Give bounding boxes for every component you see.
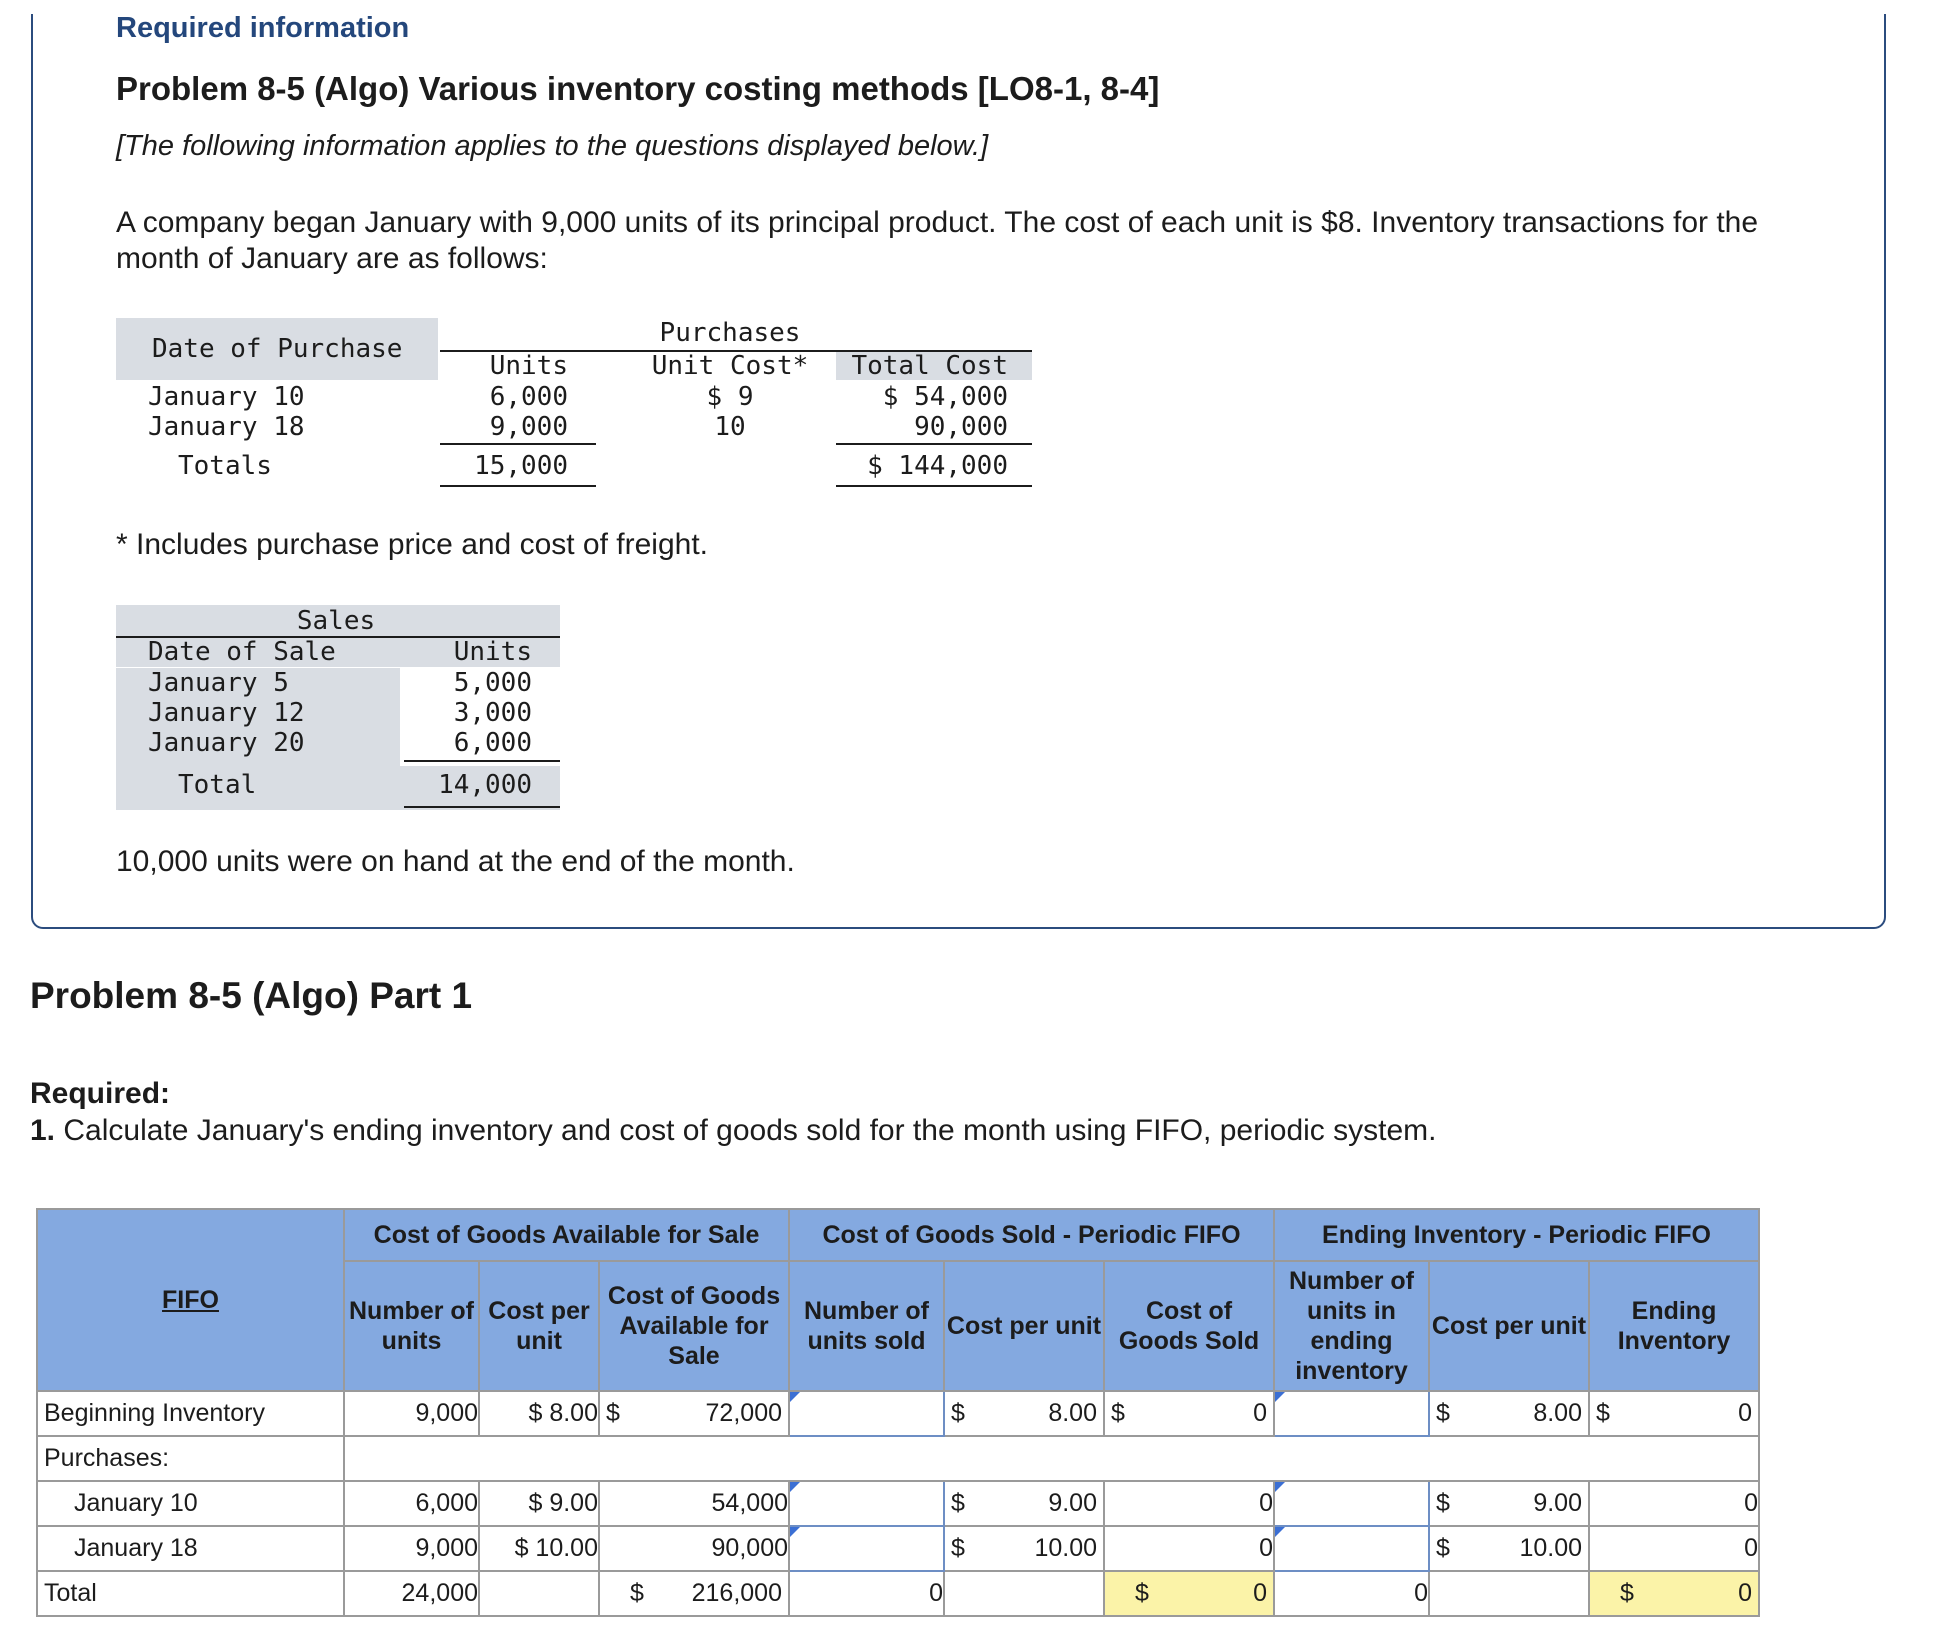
required-text bbox=[30, 1114, 1436, 1148]
problem-title: Problem 8-5 (Algo) Various inventory costing methods [LO8-1, 8-4] bbox=[116, 70, 1160, 107]
currency-sign: $ bbox=[1436, 1534, 1450, 1562]
purchase-row-units: 9,000 bbox=[489, 412, 568, 442]
cogs-value: 0 bbox=[1104, 1481, 1274, 1526]
sale-row-date: January 20 bbox=[148, 728, 305, 758]
cogas-value: 54,000 bbox=[599, 1481, 789, 1526]
cost-per-unit-value: $ 8.00 bbox=[479, 1391, 599, 1436]
sale-row-date: January 5 bbox=[148, 668, 289, 698]
col-units-sold: Number of units sold bbox=[789, 1261, 944, 1391]
col-ei-cost-per-unit: Cost per unit bbox=[1429, 1261, 1589, 1391]
ei-group-header: Ending Inventory - Periodic FIFO bbox=[1274, 1209, 1759, 1261]
sales-group-label: Sales bbox=[296, 606, 376, 636]
sale-row-units: 6,000 bbox=[453, 728, 532, 758]
required-number: 1. bbox=[30, 1114, 56, 1147]
purchases-col-unit-cost: Unit Cost* bbox=[651, 351, 809, 381]
ei-cpu-value: 10.00 bbox=[1519, 1534, 1582, 1562]
row-label: January 10 bbox=[37, 1481, 344, 1526]
ei-value: 0 bbox=[1589, 1481, 1759, 1526]
purchases-col-date: Date of Purchase bbox=[152, 334, 403, 364]
units-sold-input[interactable] bbox=[789, 1391, 944, 1436]
units-ending-inventory-input[interactable] bbox=[1274, 1481, 1429, 1526]
table-row bbox=[37, 1571, 1759, 1616]
cogs-cpu-value: 8.00 bbox=[1048, 1399, 1097, 1427]
col-cogs-cost-per-unit: Cost per unit bbox=[944, 1261, 1104, 1391]
cost-per-unit-value: $ 10.00 bbox=[479, 1526, 599, 1571]
row-label: Total bbox=[37, 1571, 344, 1616]
cogas-value: 90,000 bbox=[599, 1526, 789, 1571]
currency-sign: $ bbox=[1596, 1399, 1610, 1427]
col-cogs: Cost of Goods Sold bbox=[1104, 1261, 1274, 1391]
purchase-row-unit-cost: $ 9 bbox=[706, 382, 754, 412]
purchases-total-cost: $ 144,000 bbox=[867, 451, 1008, 481]
currency-sign: $ bbox=[1111, 1399, 1125, 1427]
currency-sign: $ bbox=[630, 1579, 644, 1607]
units-value: 6,000 bbox=[344, 1481, 479, 1526]
cogs-cpu-value: 9.00 bbox=[1048, 1489, 1097, 1517]
purchases-col-total-cost: Total Cost bbox=[851, 351, 1008, 381]
purchase-row-unit-cost: 10 bbox=[714, 412, 746, 442]
units-sold-input[interactable] bbox=[789, 1526, 944, 1571]
purchases-totals-label: Totals bbox=[178, 451, 272, 481]
cogas-group-header: Cost of Goods Available for Sale bbox=[344, 1209, 789, 1261]
part-title: Problem 8-5 (Algo) Part 1 bbox=[30, 975, 473, 1016]
total-units-sold: 0 bbox=[789, 1571, 944, 1616]
currency-sign: $ bbox=[606, 1399, 620, 1427]
purchase-row-date: January 10 bbox=[148, 382, 305, 412]
row-label: Beginning Inventory bbox=[37, 1391, 344, 1436]
units-value: 9,000 bbox=[344, 1391, 479, 1436]
purchases-row-label: Purchases: bbox=[37, 1436, 344, 1481]
purchases-total-units: 15,000 bbox=[474, 451, 568, 481]
currency-sign: $ bbox=[951, 1399, 965, 1427]
purchase-row-date: January 18 bbox=[148, 412, 305, 442]
cogs-value: 0 bbox=[1104, 1526, 1274, 1571]
cogas-value: 72,000 bbox=[705, 1399, 782, 1427]
table-row bbox=[37, 1526, 1759, 1571]
ei-cpu-value: 9.00 bbox=[1533, 1489, 1582, 1517]
required-info-heading: Required information bbox=[116, 12, 410, 44]
fifo-answer-table bbox=[36, 1208, 1760, 1617]
ei-value: 0 bbox=[1589, 1526, 1759, 1571]
purchase-row-units: 6,000 bbox=[489, 382, 568, 412]
total-units-ending-inventory: 0 bbox=[1274, 1571, 1429, 1616]
units-ending-inventory-input[interactable] bbox=[1274, 1391, 1429, 1436]
purchases-group-label: Purchases bbox=[659, 318, 801, 348]
sales-col-date: Date of Sale bbox=[148, 637, 336, 667]
units-ending-inventory-input[interactable] bbox=[1274, 1526, 1429, 1571]
row-label: January 18 bbox=[37, 1526, 344, 1571]
total-cogas: 216,000 bbox=[691, 1579, 782, 1607]
purchase-row-total-cost: 90,000 bbox=[914, 412, 1008, 442]
sale-row-units: 5,000 bbox=[453, 668, 532, 698]
table-row bbox=[37, 1436, 1759, 1481]
sale-row-date: January 12 bbox=[148, 698, 305, 728]
total-cogs: 0 bbox=[1253, 1579, 1267, 1607]
required-label: Required: bbox=[30, 1077, 171, 1110]
currency-sign: $ bbox=[1620, 1579, 1634, 1607]
ei-cpu-value: 8.00 bbox=[1533, 1399, 1582, 1427]
cogs-value: 0 bbox=[1253, 1399, 1267, 1427]
sale-row-units: 3,000 bbox=[453, 698, 532, 728]
purchases-col-units: Units bbox=[489, 351, 568, 381]
cogs-cpu-value: 10.00 bbox=[1034, 1534, 1097, 1562]
units-sold-input[interactable] bbox=[789, 1481, 944, 1526]
required-instruction: Calculate January's ending inventory and cost of goods sold for the month using FIFO, periodic system. bbox=[55, 1114, 1437, 1147]
table-row bbox=[37, 1481, 1759, 1526]
sales-total-units: 14,000 bbox=[438, 770, 532, 800]
col-cogas: Cost of Goods Available for Sale bbox=[599, 1261, 789, 1391]
currency-sign: $ bbox=[1135, 1579, 1149, 1607]
col-number-of-units: Number of units bbox=[344, 1261, 479, 1391]
table-row bbox=[37, 1391, 1759, 1436]
currency-sign: $ bbox=[951, 1489, 965, 1517]
fifo-link[interactable]: FIFO bbox=[162, 1286, 219, 1314]
problem-subtitle: [The following information applies to the questions displayed below.] bbox=[116, 130, 989, 162]
on-hand-text: 10,000 units were on hand at the end of the month. bbox=[116, 845, 795, 878]
currency-sign: $ bbox=[951, 1534, 965, 1562]
currency-sign: $ bbox=[1436, 1489, 1450, 1517]
total-ending-inventory: 0 bbox=[1738, 1579, 1752, 1607]
units-value: 9,000 bbox=[344, 1526, 479, 1571]
purchase-row-total-cost: $ 54,000 bbox=[882, 382, 1008, 412]
footnote: * Includes purchase price and cost of freight. bbox=[116, 528, 709, 561]
currency-sign: $ bbox=[1436, 1399, 1450, 1427]
cost-per-unit-value: $ 9.00 bbox=[479, 1481, 599, 1526]
col-cost-per-unit: Cost per unit bbox=[479, 1261, 599, 1391]
method-header bbox=[37, 1209, 344, 1391]
sales-total-label: Total bbox=[178, 770, 257, 800]
intro-text: A company began January with 9,000 units of its principal product. The cost of each unit is $8. Inventory transactions for the month of January are as follows: bbox=[116, 206, 1759, 275]
total-units: 24,000 bbox=[344, 1571, 479, 1616]
cogs-group-header: Cost of Goods Sold - Periodic FIFO bbox=[789, 1209, 1274, 1261]
sales-col-units: Units bbox=[453, 637, 532, 667]
col-units-ending-inventory: Number of units in ending inventory bbox=[1274, 1261, 1429, 1391]
col-ending-inventory: Ending Inventory bbox=[1589, 1261, 1759, 1391]
ei-value: 0 bbox=[1738, 1399, 1752, 1427]
